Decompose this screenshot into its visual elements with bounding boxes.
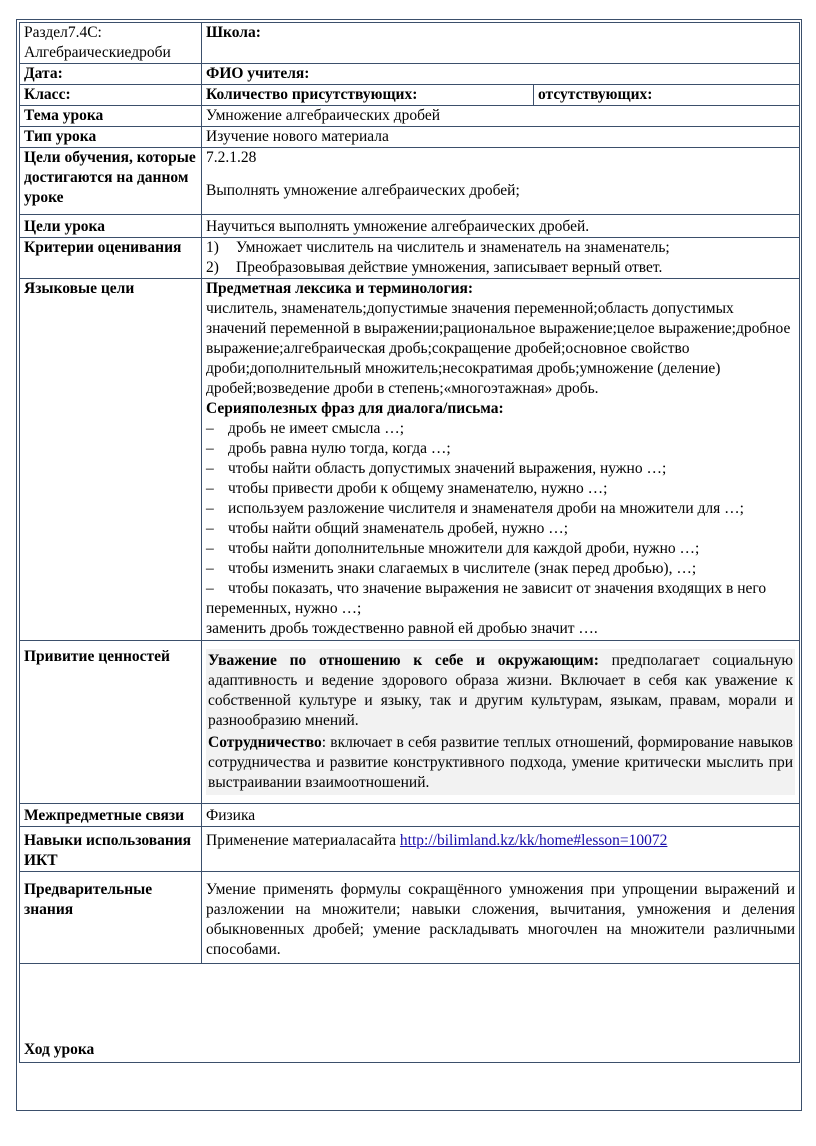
row-lesson-goals	[20, 215, 800, 238]
phrase-item: – используем разложение числителя и знаменателя дроби на множители для …;	[206, 500, 744, 517]
topic-value: Умножение алгебраических дробей	[202, 106, 800, 127]
phrase-last: заменить дробь тождественно равной ей дробью значит ….	[206, 620, 598, 637]
criteria-label: Критерии оценивания	[20, 238, 202, 279]
type-label: Тип урока	[20, 127, 202, 148]
section-cell: Раздел7.4С: Алгебраическиедроби	[20, 23, 202, 64]
values-box	[206, 649, 795, 795]
lesson-goals-label: Цели урока	[20, 215, 202, 238]
values-respect: Уважение по отношению к себе и окружающим: предполагает социальную адаптивность и ведение здорового образа жизни. Включает в себя как уважение к собственной культуре и языку, так и другим культурам, языкам, правам, морали и разнообразию мнений.	[208, 652, 793, 729]
phrase-item: – чтобы найти общий знаменатель дробей, нужно …;	[206, 520, 569, 537]
school-label: Школа:	[202, 23, 800, 64]
row-values	[20, 641, 800, 804]
language-label: Языковые цели	[20, 279, 202, 641]
class-label: Класс:	[20, 85, 202, 106]
row-ict	[20, 827, 800, 872]
row-prior	[20, 872, 800, 964]
present-label: Количество присутствующих:	[202, 85, 534, 106]
teacher-label: ФИО учителя:	[202, 64, 800, 85]
row-type	[20, 127, 800, 148]
criteria-list	[206, 238, 795, 278]
absent-label: отсутствующих:	[534, 85, 800, 106]
date-label: Дата:	[20, 64, 202, 85]
lesson-goals-value: Научиться выполнять умножение алгебраических дробей.	[202, 215, 800, 238]
language-cell	[202, 279, 800, 641]
phrase-item: – дробь равна нулю тогда, когда …;	[206, 440, 451, 457]
ict-prefix: Применение материаласайта	[206, 832, 400, 849]
phrase-item: – чтобы привести дроби к общему знаменателю, нужно …;	[206, 480, 608, 497]
lesson-flow-cell	[20, 964, 800, 1063]
phrases-list	[206, 419, 795, 619]
phrase-item: – чтобы найти дополнительные множители для каждой дроби, нужно …;	[206, 540, 700, 557]
inter-value: Физика	[202, 804, 800, 827]
prior-label: Предварительные знания	[20, 872, 202, 964]
type-value: Изучение нового материала	[202, 127, 800, 148]
criteria-item: 1) Умножает числитель на числитель и знаменатель на знаменатель;	[206, 239, 670, 256]
criteria-item: 2) Преобразовывая действие умножения, записывает верный ответ.	[206, 259, 663, 276]
row-criteria	[20, 238, 800, 279]
values-coop: Сотрудничество: включает в себя развитие теплых отношений, формирование навыков сотрудничества и развитие конструктивного подхода, умение критически мыслить при выстраивании взаимоотношений.	[208, 734, 793, 791]
criteria-cell	[202, 238, 800, 279]
header-row-section	[20, 23, 800, 64]
prior-value: Умение применять формулы сокращённого умножения при упрощении выражений и разложении на множители; навыки сложения, вычитания, умножения и деления обыкновенных дробей; умение раскладывать многочлен на множители различными способами.	[202, 872, 800, 964]
phrase-item: – дробь не имеет смысла …;	[206, 420, 405, 437]
row-goals	[20, 148, 800, 215]
goals-code: 7.2.1.28	[206, 149, 257, 166]
values-cell	[202, 641, 800, 804]
phrase-item: – чтобы найти область допустимых значений выражения, нужно …;	[206, 460, 667, 477]
header-row-date	[20, 64, 800, 85]
lesson-plan-table	[19, 22, 800, 1063]
topic-label: Тема урока	[20, 106, 202, 127]
row-topic	[20, 106, 800, 127]
row-lesson-flow	[20, 964, 800, 1063]
vocab-heading: Предметная лексика и терминология:	[206, 280, 474, 297]
phrase-item: – чтобы показать, что значение выражения не зависит от значения входящих в него переменных, нужно …;	[206, 580, 767, 617]
lesson-flow-heading: Ход урока	[24, 1041, 95, 1058]
row-language	[20, 279, 800, 641]
goals-text: Выполнять умножение алгебраических дробей;	[206, 182, 520, 199]
header-row-class	[20, 85, 800, 106]
values-label: Привитие ценностей	[20, 641, 202, 804]
goals-label: Цели обучения, которые достигаются на данном уроке	[20, 148, 202, 215]
inter-label: Межпредметные связи	[20, 804, 202, 827]
goals-cell	[202, 148, 800, 215]
vocab-text: числитель, знаменатель;допустимые значения переменной;область допустимых значений переменной в выражении;рациональное выражение;целое выражение;дробное выражение;алгебраическая дробь;сокращение дробей;основное свойство дроби;дополнительный множитель;несократимая дробь;умножение (деление) дробей;возведение дроби в степень;«многоэтажная» дробь.	[206, 300, 791, 397]
phrase-item: – чтобы изменить знаки слагаемых в числителе (знак перед дробью), …;	[206, 560, 697, 577]
row-inter	[20, 804, 800, 827]
ict-cell	[202, 827, 800, 872]
phrases-heading: Серияполезных фраз для диалога/письма:	[206, 400, 504, 417]
ict-label: Навыки использования ИКТ	[20, 827, 202, 872]
ict-link[interactable]: http://bilimland.kz/kk/home#lesson=10072	[399, 832, 668, 849]
